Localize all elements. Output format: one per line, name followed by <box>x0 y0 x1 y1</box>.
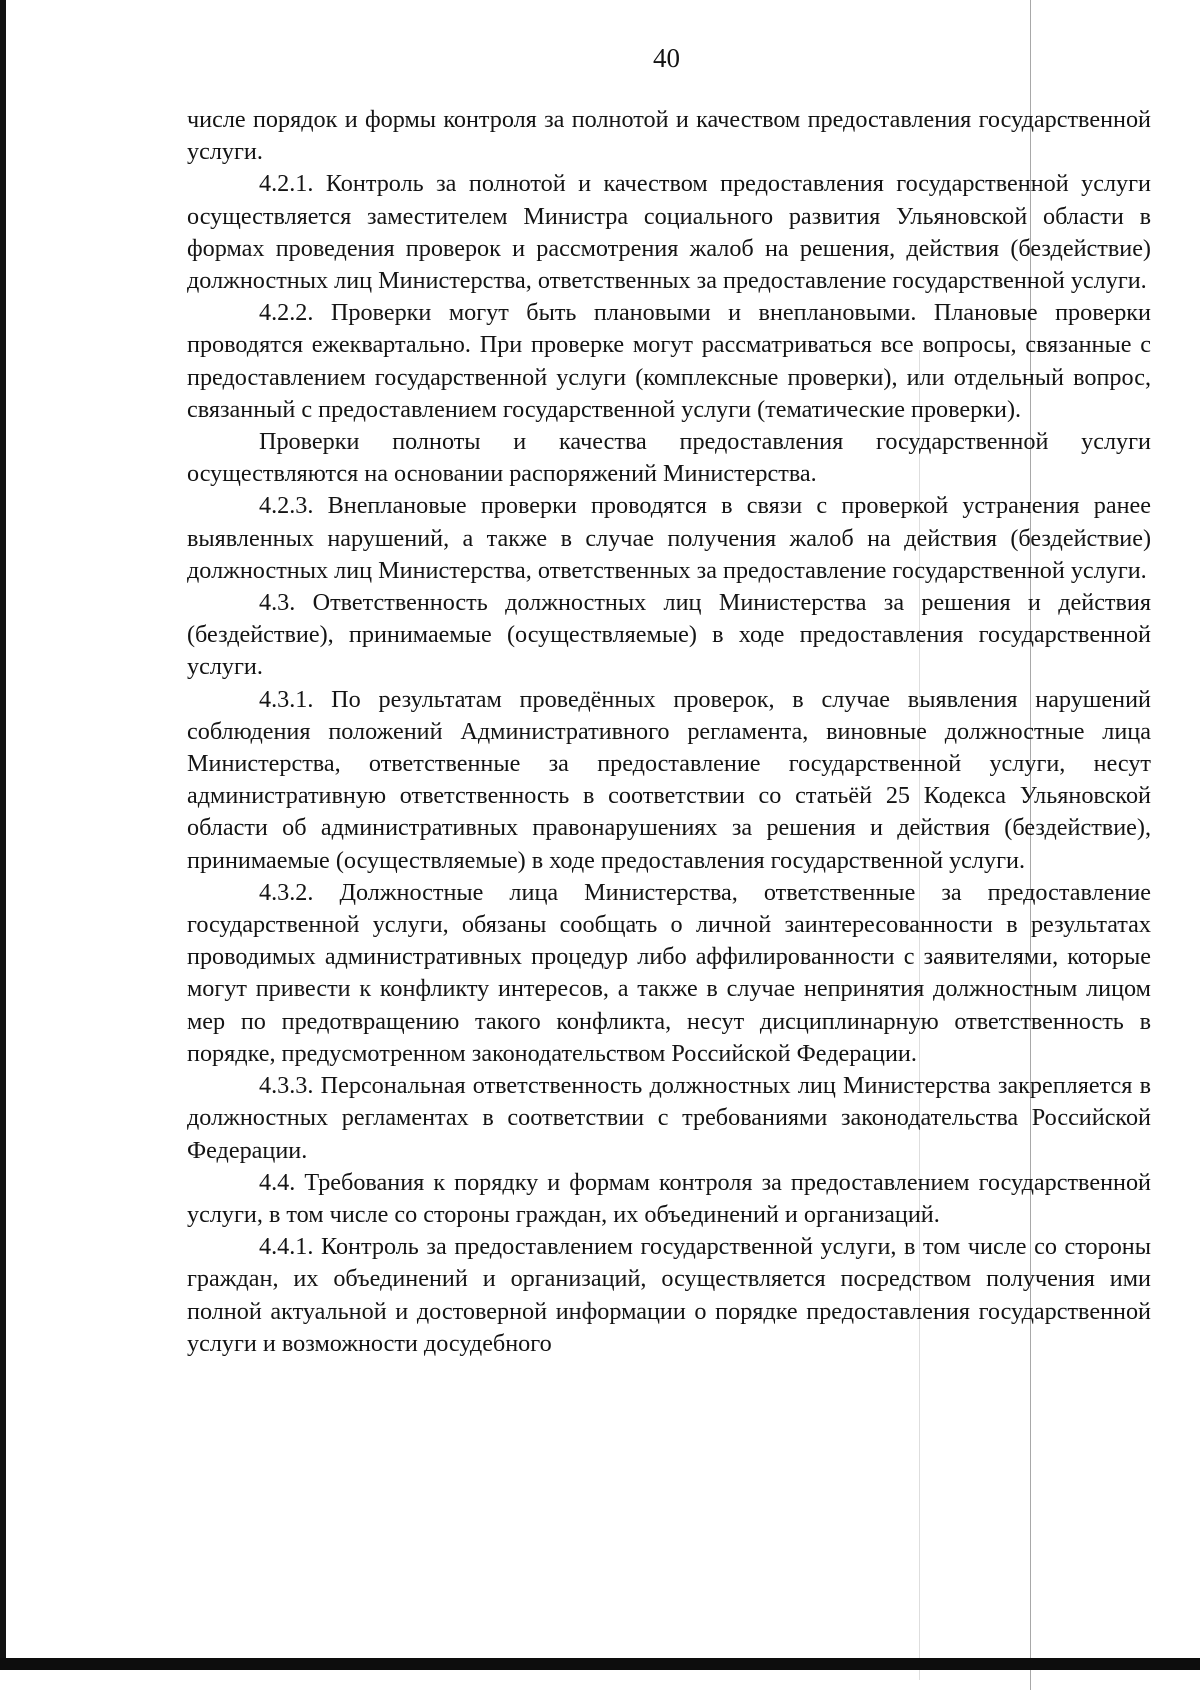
paragraph: 4.2.3. Внеплановые проверки проводятся в связи с проверкой устранения ранее выявленных нарушений, а также в случае получения жалоб на действия (бездействие) должностных лиц Министерства, ответственных за предоставление государственной услуги. <box>187 492 1151 584</box>
paragraph: Проверки полноты и качества предоставления государственной услуги осуществляются на основании распоряжений Министерства. <box>187 428 1151 488</box>
paragraph: 4.4.1. Контроль за предоставлением государственной услуги, в том числе со стороны граждан, их объединений и организаций, осуществляется посредством получения ими полной актуальной и достоверной информации о порядке предоставления государственной услуги и возможности досудебного <box>187 1233 1151 1357</box>
paragraph: 4.3. Ответственность должностных лиц Министерства за решения и действия (бездействие), принимаемые (осуществляемые) в ходе предоставления государственной услуги. <box>187 589 1151 681</box>
paragraph: 4.2.2. Проверки могут быть плановыми и внеплановыми. Плановые проверки проводятся ежеквартально. При проверке могут рассматриваться все вопросы, связанные с предоставлением государственной услуги (комплексные проверки), или отдельный вопрос, связанный с предоставлением государственной услуги (тематические проверки). <box>187 299 1151 423</box>
scan-bottom-border <box>0 1658 1200 1670</box>
paragraph: 4.3.3. Персональная ответственность должностных лиц Министерства закрепляется в должностных регламентах в соответствии с требованиями законодательства Российской Федерации. <box>187 1072 1151 1164</box>
document-body <box>187 104 1151 1360</box>
paragraph: числе порядок и формы контроля за полнотой и качеством предоставления государственной услуги. <box>187 106 1151 166</box>
paragraph: 4.4. Требования к порядку и формам контроля за предоставлением государственной услуги, в том числе со стороны граждан, их объединений и организаций. <box>187 1168 1151 1228</box>
paragraph: 4.3.1. По результатам проведённых проверок, в случае выявления нарушений соблюдения положений Административного регламента, виновные должностные лица Министерства, ответственные за предоставление государственной услуги, несут административную ответственность в соответствии со статьёй 25 Кодекса Ульяновской области об административных правонарушениях за решения и действия (бездействие), принимаемые (осуществляемые) в ходе предоставления государственной услуги. <box>187 685 1151 874</box>
paragraph: 4.2.1. Контроль за полнотой и качеством предоставления государственной услуги осуществляется заместителем Министра социального развития Ульяновской области в формах проведения проверок и рассмотрения жалоб на решения, действия (бездействие) должностных лиц Министерства, ответственных за предоставление государственной услуги. <box>187 170 1151 295</box>
scan-left-edge <box>0 0 6 1670</box>
paragraph: 4.3.2. Должностные лица Министерства, ответственные за предоставление государственной услуги, обязаны сообщать о личной заинтересованности в результатах проводимых административных процедур либо аффилированности с заявителями, которые могут привести к конфликту интересов, а также в случае непринятия должностным лицом мер по предотвращению такого конфликта, несут дисциплинарную ответственность в порядке, предусмотренном законодательством Российской Федерации. <box>187 878 1151 1067</box>
page-number: 40 <box>653 43 680 73</box>
